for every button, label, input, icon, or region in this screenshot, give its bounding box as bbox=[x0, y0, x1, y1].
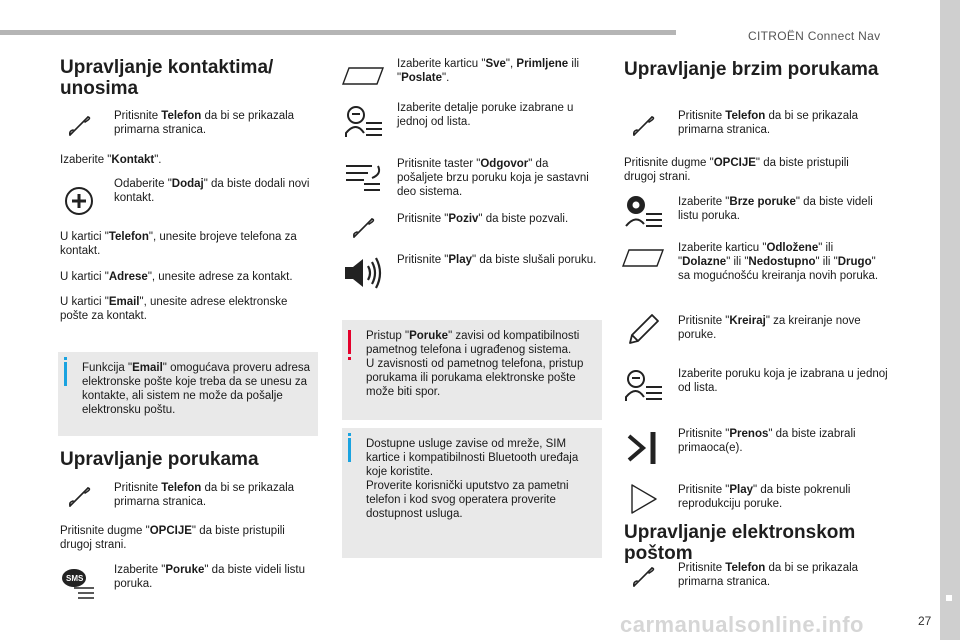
right-strip bbox=[940, 0, 960, 640]
plus-circle-icon bbox=[56, 181, 102, 221]
c3-p7: Pritisnite "Prenos" da biste izabrali primaoca(e). bbox=[678, 428, 856, 454]
c1-p2: Izaberite "Kontakt". bbox=[60, 154, 162, 166]
warning-icon bbox=[348, 330, 351, 354]
c3-p5: Pritisnite "Kreiraj" za kreiranje nove poruke. bbox=[678, 315, 861, 341]
info-box-services: Dostupne usluge zavise od mreže, SIM kartice i kompatibilnosti Bluetooth uređaja koje koristite. Proverite korisnički uputstvo za pametni telefon i kod svog operatera proverite dostupnost usluga. bbox=[342, 428, 602, 558]
c3-p8: Pritisnite "Play" da biste pokrenuli reprodukciju poruke. bbox=[678, 484, 851, 510]
top-bar bbox=[0, 30, 676, 35]
c3-p9: Pritisnite Telefon da bi se prikazala primarna stranica. bbox=[678, 562, 859, 588]
c1-p1: Pritisnite Telefon da bi se prikazala primarna stranica. bbox=[114, 110, 295, 136]
reply-list-icon bbox=[340, 158, 386, 198]
heading-email: Upravljanje elektronskom poštom bbox=[624, 522, 856, 564]
person-list-icon bbox=[620, 366, 666, 406]
speaker-icon bbox=[340, 253, 386, 293]
heading-messages: Upravljanje porukama bbox=[60, 449, 259, 470]
info-icon bbox=[64, 362, 67, 386]
c1-p3: Odaberite "Dodaj" da biste dodali novi kontakt. bbox=[114, 178, 310, 204]
svg-text:SMS: SMS bbox=[66, 574, 84, 583]
c1-p4: U kartici "Telefon", unesite brojeve telefona za kontakt. bbox=[60, 231, 297, 257]
phone-handset-icon bbox=[340, 208, 386, 248]
play-triangle-icon bbox=[620, 479, 666, 519]
page-number: 27 bbox=[918, 614, 932, 628]
tab-shape-icon bbox=[340, 56, 386, 96]
c3-p6: Izaberite poruku koja je izabrana u jednoj od lista. bbox=[678, 368, 888, 394]
c1-p6: U kartici "Email", unesite adrese elektronske pošte za kontakt. bbox=[60, 296, 288, 322]
phone-handset-icon bbox=[620, 106, 666, 146]
person-list-icon bbox=[340, 102, 386, 142]
quick-message-icon bbox=[620, 192, 666, 232]
phone-handset-icon bbox=[56, 477, 102, 517]
c2-p4: Pritisnite "Poziv" da biste pozvali. bbox=[397, 213, 569, 225]
c3-p1: Pritisnite Telefon da bi se prikazala primarna stranica. bbox=[678, 110, 859, 136]
c2-p2: Izaberite detalje poruke izabrane u jednoj od lista. bbox=[397, 102, 574, 128]
heading-contacts: Upravljanje kontaktima/ unosima bbox=[60, 57, 274, 99]
strip-dot bbox=[946, 595, 952, 601]
c2-p1: Izaberite karticu "Sve", Primljene ili "Poslate". bbox=[397, 58, 580, 84]
tab-shape-icon bbox=[620, 238, 666, 278]
c3-p3: Izaberite "Brze poruke" da biste videli listu poruka. bbox=[678, 196, 873, 222]
info-icon bbox=[348, 438, 351, 462]
c2-p3: Pritisnite taster "Odgovor" da pošaljete brzu poruku koja je sastavni deo sistema. bbox=[397, 158, 589, 198]
c1-p5: U kartici "Adrese", unesite adrese za kontakt. bbox=[60, 271, 293, 283]
c2-p5: Pritisnite "Play" da biste slušali poruku. bbox=[397, 254, 597, 266]
footer-watermark: carmanualsonline.info bbox=[620, 612, 864, 637]
sms-bubble-icon bbox=[56, 563, 102, 603]
phone-handset-icon bbox=[56, 106, 102, 146]
brand-label: CITROËN Connect Nav bbox=[748, 29, 881, 43]
c3-p2: Pritisnite dugme "OPCIJE" da biste pristupili drugoj strani. bbox=[624, 157, 849, 183]
c1-p7: Pritisnite Telefon da bi se prikazala primarna stranica. bbox=[114, 482, 295, 508]
warning-box-messages: Pristup "Poruke" zavisi od kompatibilnosti pametnog telefona i ugrađenog sistema. U zavisnosti od pametnog telefona, pristup porukama ili porukama elektronske pošte može biti spor. bbox=[342, 320, 602, 420]
pencil-icon bbox=[620, 310, 666, 350]
phone-handset-icon bbox=[620, 557, 666, 597]
heading-quick-messages: Upravljanje brzim porukama bbox=[624, 59, 879, 80]
c3-p4: Izaberite karticu "Odložene" ili "Dolazne" ili "Nedostupno" ili "Drugo" sa mogućnošću kreiranja novih poruka. bbox=[678, 242, 879, 282]
info-box-email: Funkcija "Email" omogućava proveru adresa elektronske pošte koje treba da se unesu za kontakte, ali sistem ne može da pošalje elektronsku poštu. bbox=[58, 352, 318, 436]
c1-p8: Pritisnite dugme "OPCIJE" da biste pristupili drugoj strani. bbox=[60, 525, 285, 551]
c1-p9: Izaberite "Poruke" da biste videli listu poruka. bbox=[114, 564, 305, 590]
arrow-transfer-icon bbox=[620, 428, 666, 468]
